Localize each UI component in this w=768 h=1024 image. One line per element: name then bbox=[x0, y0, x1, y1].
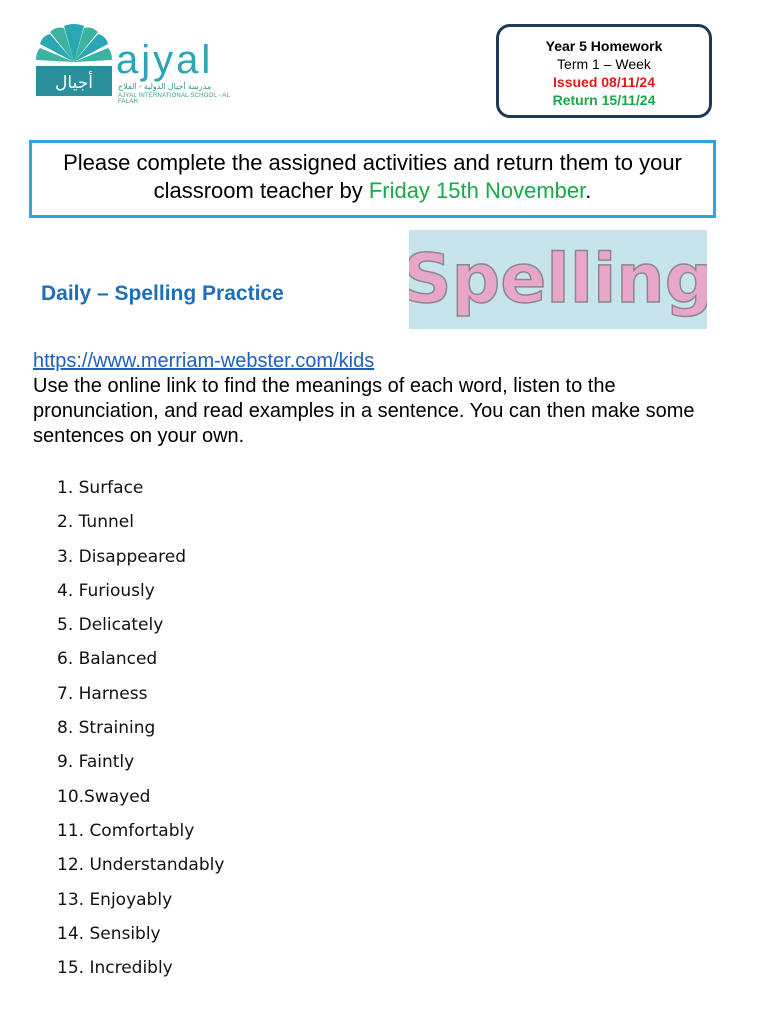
instructions-block bbox=[33, 349, 733, 449]
spelling-word: 15. Incredibly bbox=[57, 958, 173, 979]
banner-word: Spelling bbox=[409, 240, 707, 319]
logo-wordmark: ajyal bbox=[116, 38, 214, 82]
return-date: Return 15/11/24 bbox=[552, 92, 656, 108]
issued-date: Issued 08/11/24 bbox=[553, 74, 655, 90]
ajyal-logo-icon bbox=[34, 22, 114, 102]
spelling-word: 13. Enjoyably bbox=[57, 889, 173, 910]
spelling-word: 4. Furiously bbox=[57, 580, 155, 601]
homework-title: Year 5 Homework bbox=[545, 38, 663, 54]
instructions-text: Use the online link to find the meanings of each word, listen to the pronunciation, and read examples in a sentence. You can then make some sentences on your own. bbox=[33, 375, 695, 447]
spelling-word: 2. Tunnel bbox=[57, 512, 134, 533]
spelling-word: 3. Disappeared bbox=[57, 546, 187, 567]
spelling-word: 6. Balanced bbox=[57, 649, 158, 670]
notice-due-date: Friday 15th November bbox=[368, 178, 586, 203]
spelling-word: 11. Comfortably bbox=[57, 820, 195, 841]
spelling-word: 10.Swayed bbox=[57, 786, 151, 807]
spelling-word-list bbox=[57, 476, 224, 990]
logo-arabic-tag: أجيال bbox=[55, 73, 93, 93]
logo-english-subtitle: AJYAL INTERNATIONAL SCHOOL - AL FALAH bbox=[118, 93, 230, 105]
spelling-word: 9. Faintly bbox=[57, 752, 135, 773]
spelling-word: 1. Surface bbox=[57, 478, 144, 498]
notice-text: Please complete the assigned activities and return them to your classroom teacher by bbox=[63, 150, 682, 203]
spelling-banner-art bbox=[409, 230, 707, 329]
spelling-word: 12. Understandably bbox=[57, 855, 225, 876]
notice-period: . bbox=[585, 178, 592, 203]
logo-arabic-subtitle: مدرسة أجيال الدولية - الفلاح bbox=[118, 82, 212, 91]
spelling-word: 5. Delicately bbox=[57, 615, 164, 636]
instructions-notice bbox=[29, 140, 716, 218]
merriam-webster-link[interactable]: https://www.merriam-webster.com/kids bbox=[33, 350, 375, 372]
spelling-word: 8. Straining bbox=[57, 718, 156, 739]
spelling-banner-image bbox=[409, 230, 707, 329]
section-title: Daily – Spelling Practice bbox=[41, 282, 284, 305]
homework-info-box bbox=[496, 24, 712, 118]
term-label: Term 1 – Week bbox=[557, 56, 651, 72]
spelling-word: 7. Harness bbox=[57, 683, 148, 704]
spelling-word: 14. Sensibly bbox=[57, 923, 161, 944]
school-logo bbox=[34, 22, 234, 105]
